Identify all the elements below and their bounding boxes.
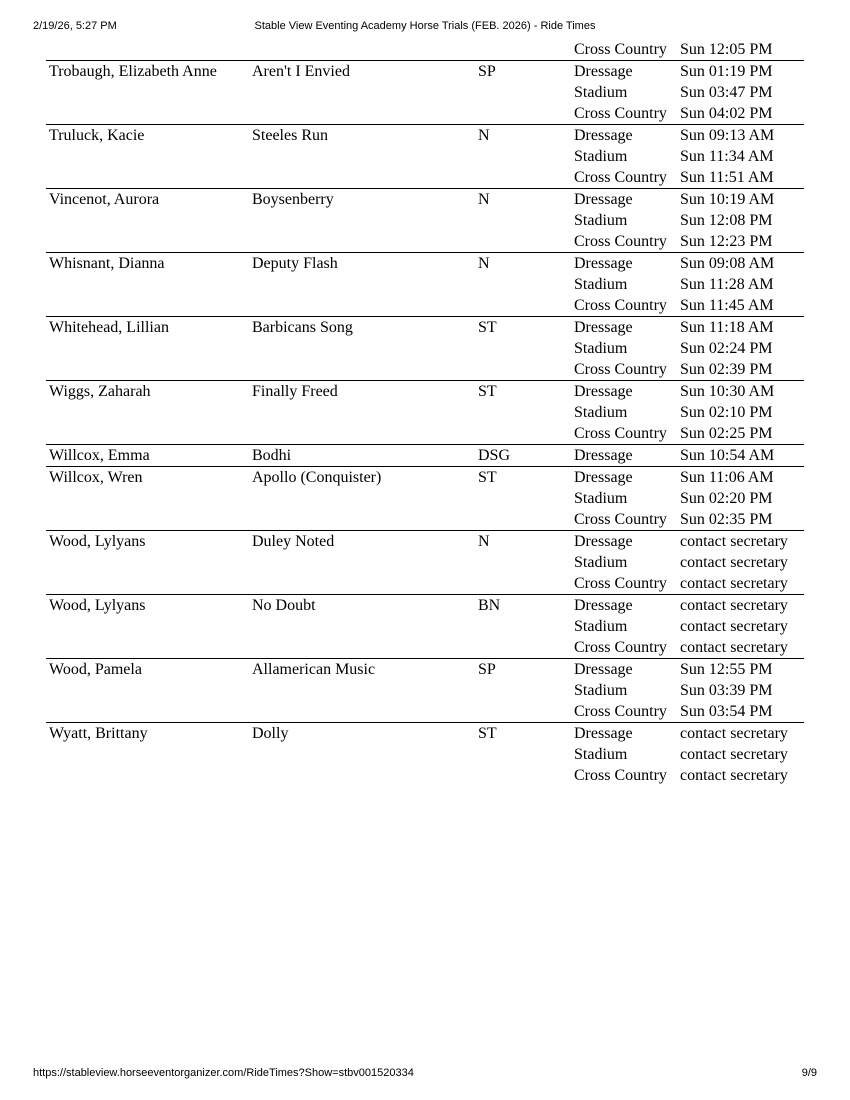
phase-column <box>574 381 680 444</box>
phase-name: Stadium <box>574 682 628 699</box>
phase-name: Stadium <box>574 490 628 507</box>
division <box>478 39 574 60</box>
division: SP <box>478 63 496 80</box>
ride-time: Sun 11:06 AM <box>680 469 774 486</box>
phase-name: Dressage <box>574 469 633 486</box>
table-row <box>46 39 804 60</box>
ride-time: Sun 03:54 PM <box>680 703 773 720</box>
phase-column <box>574 39 680 60</box>
ride-time: Sun 02:20 PM <box>680 490 773 507</box>
table-row <box>46 658 804 722</box>
phase-name: Stadium <box>574 404 628 421</box>
phase-name: Stadium <box>574 618 628 635</box>
horse-name: Deputy Flash <box>252 255 338 272</box>
ride-time: contact secretary <box>680 618 788 635</box>
ride-time: Sun 04:02 PM <box>680 105 773 122</box>
time-column <box>680 595 804 658</box>
table-row <box>46 380 804 444</box>
ride-time: Sun 03:47 PM <box>680 84 773 101</box>
ride-time: contact secretary <box>680 767 788 784</box>
phase-name: Stadium <box>574 746 628 763</box>
ride-times-table <box>46 39 804 786</box>
phase-name: Dressage <box>574 533 633 550</box>
division: ST <box>478 383 497 400</box>
phase-column <box>574 445 680 466</box>
time-column <box>680 253 804 316</box>
rider-name: Truluck, Kacie <box>49 127 145 144</box>
time-column <box>680 381 804 444</box>
ride-time: Sun 10:30 AM <box>680 383 775 400</box>
division: N <box>478 191 490 208</box>
phase-column <box>574 531 680 594</box>
table-row <box>46 252 804 316</box>
horse-name: Duley Noted <box>252 533 335 550</box>
ride-time: Sun 11:34 AM <box>680 148 774 165</box>
phase-name: Stadium <box>574 148 628 165</box>
phase-column <box>574 659 680 722</box>
division: N <box>478 533 490 550</box>
ride-time: Sun 12:08 PM <box>680 212 773 229</box>
rider-name: Vincenot, Aurora <box>49 191 160 208</box>
phase-name: Dressage <box>574 597 633 614</box>
phase-name: Dressage <box>574 383 633 400</box>
ride-time: Sun 12:55 PM <box>680 661 773 678</box>
table-row <box>46 124 804 188</box>
horse-name: Finally Freed <box>252 383 338 400</box>
horse-name: Dolly <box>252 725 289 742</box>
phase-name: Dressage <box>574 191 633 208</box>
division: N <box>478 127 490 144</box>
table-row <box>46 60 804 124</box>
time-column <box>680 61 804 124</box>
phase-column <box>574 595 680 658</box>
ride-time: contact secretary <box>680 533 788 550</box>
phase-name: Cross Country <box>574 297 667 314</box>
division: SP <box>478 661 496 678</box>
horse-name: No Doubt <box>252 597 316 614</box>
ride-time: Sun 11:51 AM <box>680 169 774 186</box>
phase-name: Cross Country <box>574 639 667 656</box>
ride-time: contact secretary <box>680 597 788 614</box>
phase-name: Cross Country <box>574 361 667 378</box>
phase-column <box>574 189 680 252</box>
table-row <box>46 316 804 380</box>
rider-name: Wood, Lylyans <box>49 533 146 550</box>
phase-name: Cross Country <box>574 511 667 528</box>
time-column <box>680 467 804 530</box>
phase-name: Dressage <box>574 63 633 80</box>
ride-time: Sun 03:39 PM <box>680 682 773 699</box>
ride-time: Sun 11:45 AM <box>680 297 774 314</box>
time-column <box>680 125 804 188</box>
phase-name: Cross Country <box>574 169 667 186</box>
ride-time: Sun 01:19 PM <box>680 63 773 80</box>
horse-name: Allamerican Music <box>252 661 376 678</box>
phase-column <box>574 253 680 316</box>
phase-name: Stadium <box>574 84 628 101</box>
rider-name <box>46 39 252 60</box>
page-title: Stable View Eventing Academy Horse Trials (FEB. 2026) - Ride Times <box>254 20 596 32</box>
phase-name: Cross Country <box>574 767 667 784</box>
division: ST <box>478 725 497 742</box>
phase-name: Dressage <box>574 127 633 144</box>
phase-name: Stadium <box>574 212 628 229</box>
ride-time: Sun 11:18 AM <box>680 319 774 336</box>
phase-name: Dressage <box>574 255 633 272</box>
time-column <box>680 531 804 594</box>
phase-name: Dressage <box>574 319 633 336</box>
table-row <box>46 466 804 530</box>
table-row <box>46 444 804 466</box>
table-row <box>46 594 804 658</box>
rider-name: Willcox, Emma <box>49 447 150 464</box>
ride-time: contact secretary <box>680 639 788 656</box>
phase-name: Cross Country <box>574 575 667 592</box>
ride-time: Sun 02:35 PM <box>680 511 773 528</box>
horse-name: Boysenberry <box>252 191 334 208</box>
time-column <box>680 189 804 252</box>
phase-name: Dressage <box>574 725 633 742</box>
table-row <box>46 722 804 786</box>
ride-time: contact secretary <box>680 554 788 571</box>
time-column <box>680 659 804 722</box>
ride-time: contact secretary <box>680 746 788 763</box>
table-row <box>46 188 804 252</box>
horse-name: Aren't I Envied <box>252 63 350 80</box>
rider-name: Wood, Pamela <box>49 661 142 678</box>
ride-time: contact secretary <box>680 725 788 742</box>
horse-name: Bodhi <box>252 447 292 464</box>
time-column <box>680 317 804 380</box>
time-column <box>680 723 804 786</box>
phase-name: Cross Country <box>574 105 667 122</box>
phase-name: Cross Country <box>574 425 667 442</box>
time-column <box>680 39 804 60</box>
ride-time: Sun 09:13 AM <box>680 127 775 144</box>
phase-column <box>574 723 680 786</box>
ride-time: Sun 12:23 PM <box>680 233 773 250</box>
phase-name: Dressage <box>574 447 633 464</box>
horse-name: Apollo (Conquister) <box>252 469 382 486</box>
ride-time: Sun 10:54 AM <box>680 447 775 464</box>
rider-name: Willcox, Wren <box>49 469 143 486</box>
division: ST <box>478 319 497 336</box>
phase-column <box>574 125 680 188</box>
horse-name: Steeles Run <box>252 127 328 144</box>
phase-name: Stadium <box>574 340 628 357</box>
horse-name: Barbicans Song <box>252 319 353 336</box>
rider-name: Trobaugh, Elizabeth Anne <box>49 63 217 80</box>
ride-time: Sun 02:25 PM <box>680 425 773 442</box>
table-row <box>46 530 804 594</box>
division: BN <box>478 597 501 614</box>
ride-time: Sun 12:05 PM <box>680 41 773 58</box>
division: ST <box>478 469 497 486</box>
phase-name: Cross Country <box>574 703 667 720</box>
ride-time: Sun 10:19 AM <box>680 191 775 208</box>
rider-name: Wood, Lylyans <box>49 597 146 614</box>
rider-name: Whitehead, Lillian <box>49 319 169 336</box>
ride-time: Sun 11:28 AM <box>680 276 774 293</box>
rider-name: Wiggs, Zaharah <box>49 383 151 400</box>
time-column <box>680 445 804 466</box>
phase-column <box>574 317 680 380</box>
horse-name <box>252 39 478 60</box>
ride-time: Sun 09:08 AM <box>680 255 775 272</box>
phase-name: Stadium <box>574 554 628 571</box>
ride-time: contact secretary <box>680 575 788 592</box>
ride-time: Sun 02:24 PM <box>680 340 773 357</box>
rider-name: Whisnant, Dianna <box>49 255 165 272</box>
print-footer <box>0 1067 850 1081</box>
phase-column <box>574 61 680 124</box>
page-url: https://stableview.horseeventorganizer.com/RideTimes?Show=stbv001520334 <box>33 1067 414 1079</box>
division: N <box>478 255 490 272</box>
print-datetime: 2/19/26, 5:27 PM <box>33 20 117 32</box>
ride-time: Sun 02:10 PM <box>680 404 773 421</box>
print-header <box>0 20 850 34</box>
phase-name: Cross Country <box>574 233 667 250</box>
phase-name: Dressage <box>574 661 633 678</box>
phase-column <box>574 467 680 530</box>
ride-time: Sun 02:39 PM <box>680 361 773 378</box>
phase-name: Cross Country <box>574 41 667 58</box>
rider-name: Wyatt, Brittany <box>49 725 148 742</box>
phase-name: Stadium <box>574 276 628 293</box>
page-number: 9/9 <box>801 1067 817 1079</box>
division: DSG <box>478 447 511 464</box>
